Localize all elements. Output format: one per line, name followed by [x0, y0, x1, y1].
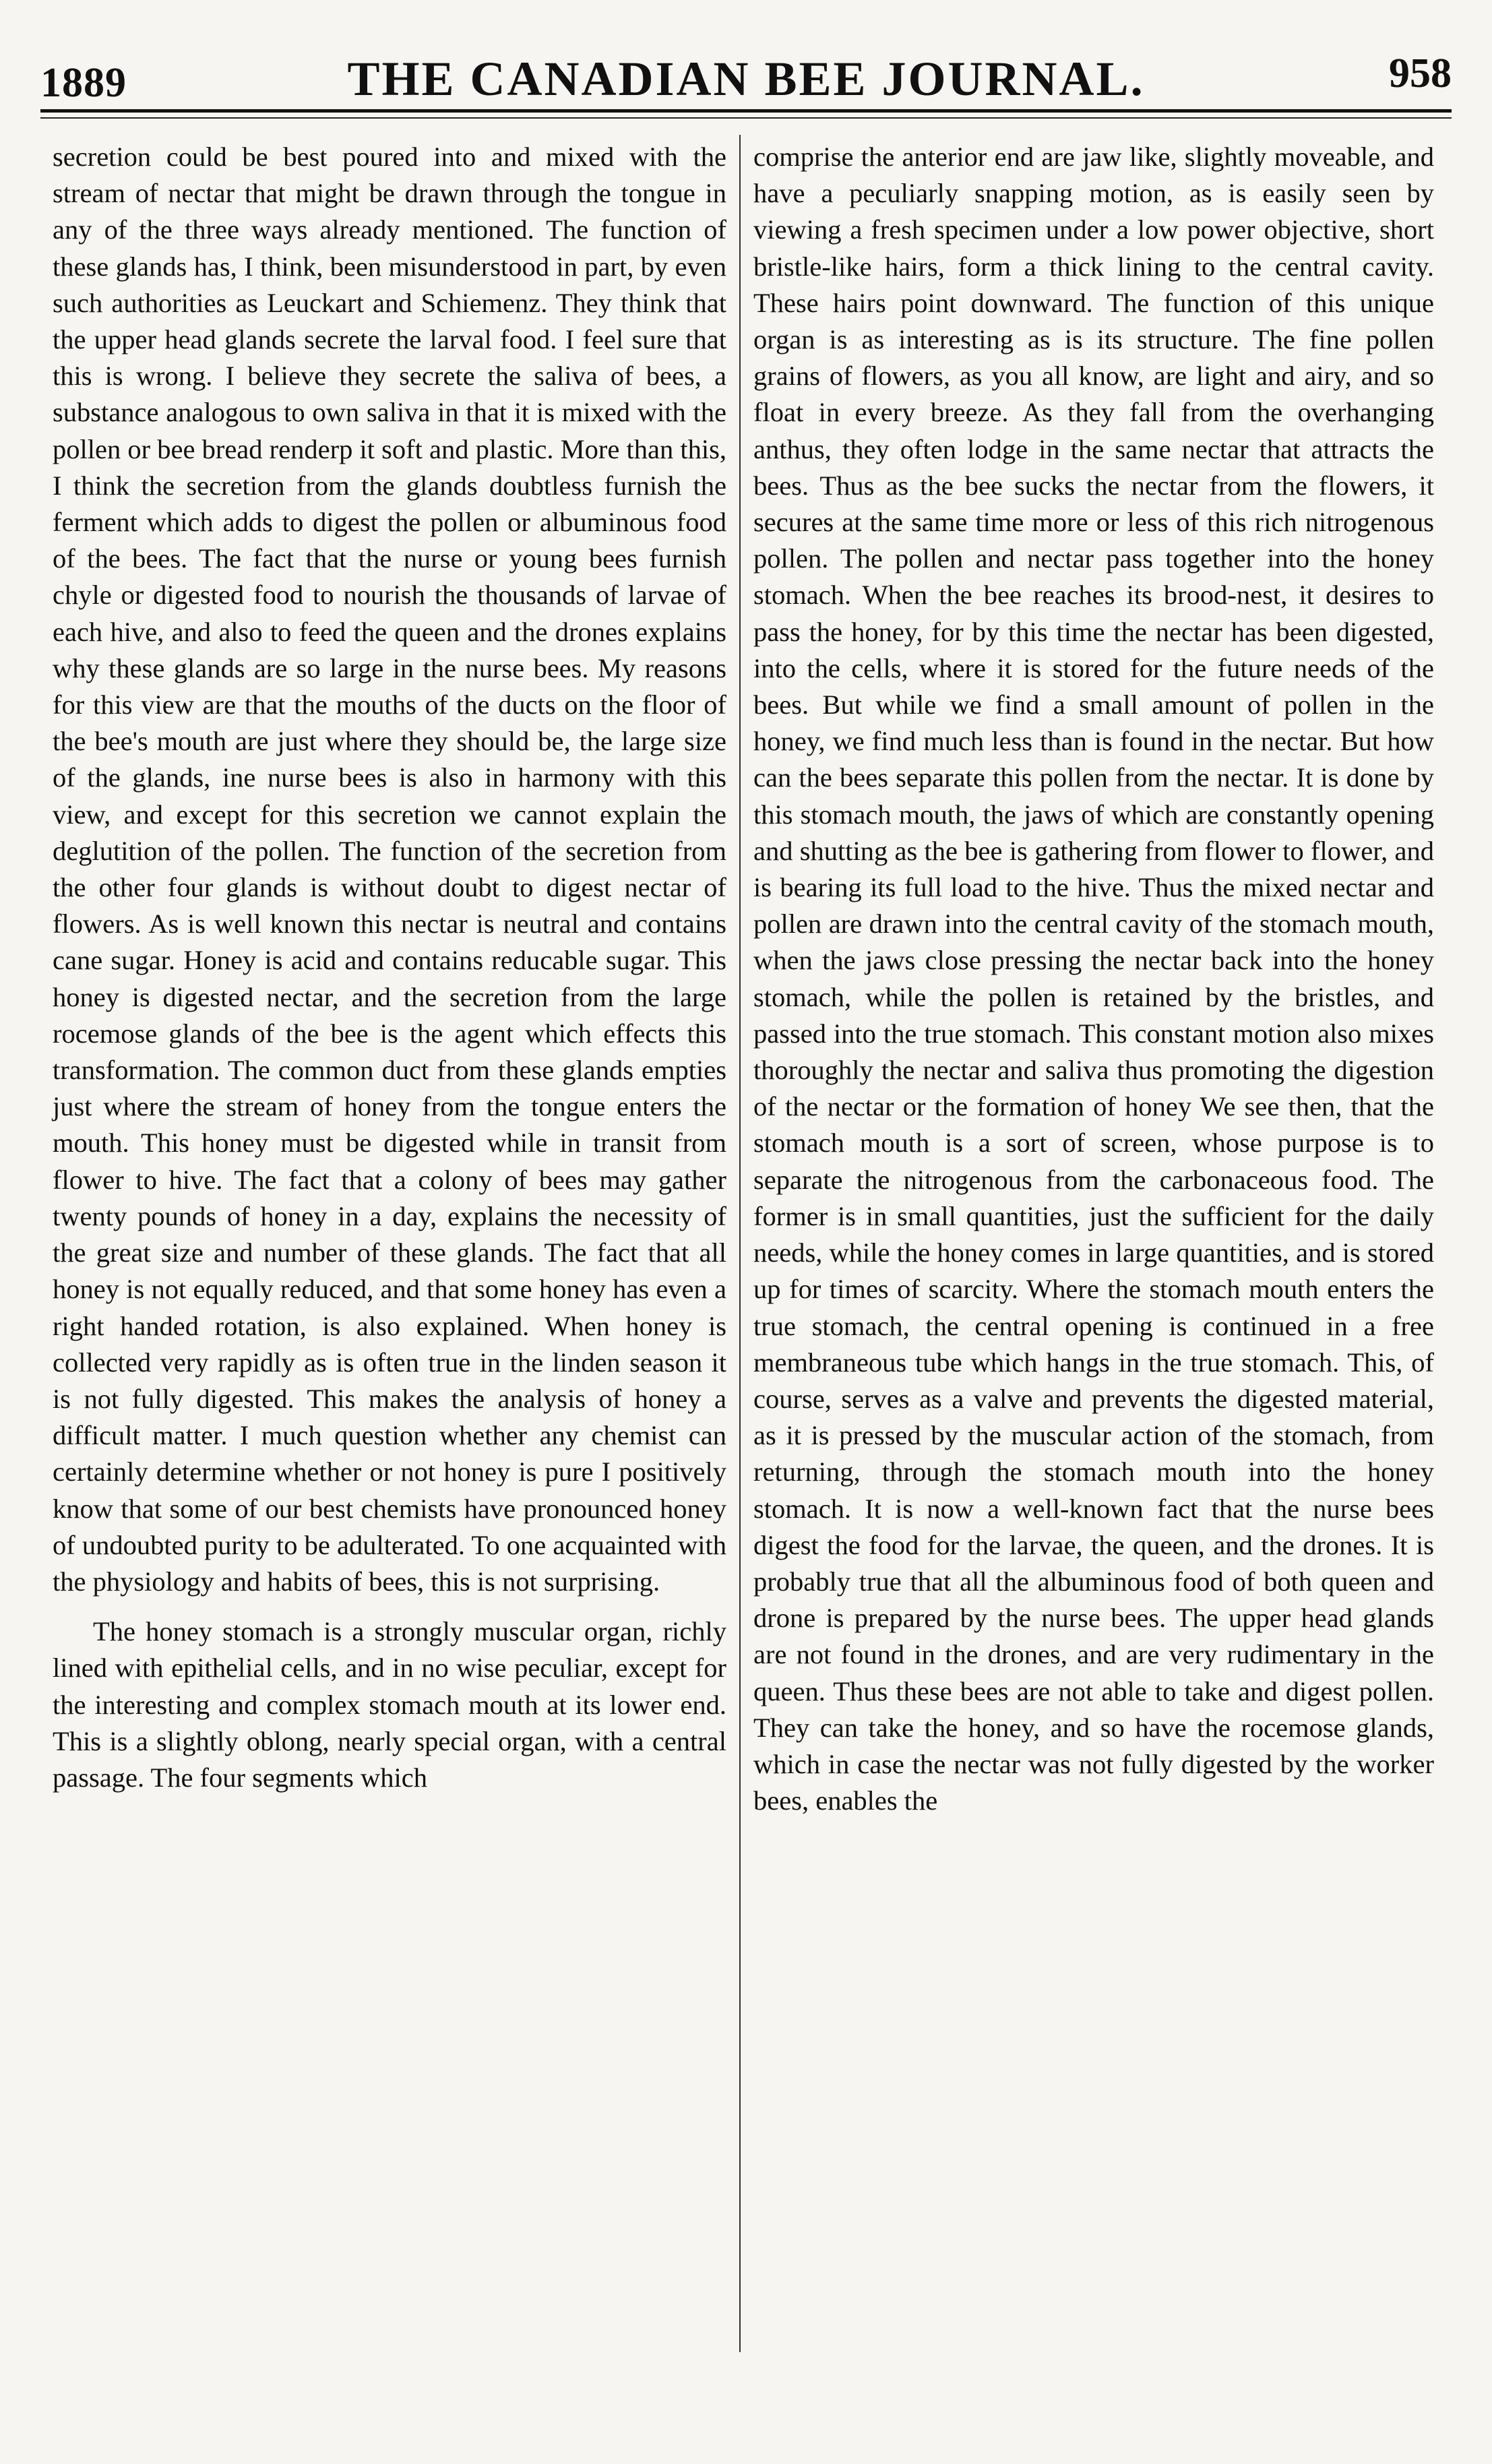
right-column — [753, 139, 1434, 1819]
header-rule-thin — [40, 117, 1452, 119]
header-rule-thick — [40, 109, 1452, 113]
year: 1889 — [40, 60, 127, 106]
left-column — [53, 139, 726, 1796]
column-divider — [739, 135, 741, 2352]
right-paragraph-1: comprise the anterior end are jaw like, slightly moveable, and have a peculiarly snapping motion, as is easily seen by viewing a fresh specimen under a low power objective, short bristle-like hairs, form a thick lining to the central cavity. These hairs point downward. The function of this unique organ is as interesting as is its structure. The fine pollen grains of flowers, as you all know, are light and airy, and so float in every breeze. As they fall from the overhanging anthus, they often lodge in the same nectar that attracts the bees. Thus as the bee sucks the nectar from the flowers, it secures at the same time more or less of this rich nitrogenous pollen. The pollen and nectar pass together into the honey stomach. When the bee reaches its brood-nest, it desires to pass the honey, for by this time the nectar has been digested, into the cells, where it is stored for the future needs of the bees. But while we find a small amount of pollen in the honey, we find much less than is found in the nectar. But how can the bees separate this pollen from the nectar. It is done by this stomach mouth, the jaws of which are constantly opening and shutting as the bee is gathering from flower to flower, and is bearing its full load to the hive. Thus the mixed nectar and pollen are drawn into the central cavity of the stomach mouth, when the jaws close pressing the nectar back into the honey stomach, while the pollen is retained by the bristles, and passed into the true stomach. This constant motion also mixes thoroughly the nectar and saliva thus promoting the digestion of the nectar or the formation of honey We see then, that the stomach mouth is a sort of screen, whose purpose is to separate the nitrogenous from the carbonaceous food. The former is in small quantities, just the sufficient for the daily needs, while the honey comes in large quantities, and is stored up for times of scarcity. Where the stomach mouth enters the true stomach, the central opening is continued in a free membraneous tube which hangs in the true stomach. This, of course, serves as a valve and prevents the digested material, as it is pressed by the muscular action of the stomach, from returning, through the stomach mouth into the honey stomach. It is now a well-known fact that the nurse bees digest the food for the larvae, the queen, and the drones. It is probably true that all the albuminous food of both queen and drone is prepared by the nurse bees. The upper head glands are not found in the drones, and are very rudimentary in the queen. Thus these bees are not able to take and digest pollen. They can take the honey, and so have the rocemose glands, which in case the nectar was not fully digested by the worker bees, enables the — [753, 142, 1434, 1816]
left-paragraph-1: secretion could be best poured into and mixed with the stream of nectar that might be drawn through the tongue in any of the three ways already mentioned. The function of these glands has, I think, been misunderstood in part, by even such authorities as Leuckart and Schiemenz. They think that the upper head glands secrete the larval food. I feel sure that this is wrong. I believe they secrete the saliva of bees, a substance analogous to own saliva in that it is mixed with the pollen or bee bread renderp it soft and plastic. More than this, I think the secretion from the glands doubtless furnish the ferment which adds to digest the pollen or albuminous food of the bees. The fact that the nurse or young bees furnish chyle or digested food to nourish the thousands of larvae of each hive, and also to feed the queen and the drones explains why these glands are so large in the nurse bees. My reasons for this view are that the mouths of the ducts on the floor of the bee's mouth are just where they should be, the large size of the glands, ine nurse bees is also in harmony with this view, and except for this secretion we cannot explain the deglutition of the pollen. The function of the secretion from the other four glands is without doubt to digest nectar of flowers. As is well known this nectar is neutral and contains cane sugar. Honey is acid and contains reducable sugar. This honey is digested nectar, and the secretion from the large rocemose glands of the bee is the agent which effects this transformation. The common duct from these glands empties just where the stream of honey from the tongue enters the mouth. This honey must be digested while in transit from flower to hive. The fact that a colony of bees may gather twenty pounds of honey in a day, explains the necessity of the great size and number of these glands. The fact that all honey is not equally reduced, and that some honey has even a right handed rotation, is also explained. When honey is collected very rapidly as is often true in the linden season it is not fully digested. This makes the analysis of honey a difficult matter. I much question whether any chemist can certainly determine whether or not honey is pure I positively know that some of our best chemists have pronounced honey of undoubted purity to be adulterated. To one acquainted with the physiology and habits of bees, this is not surprising. — [53, 142, 726, 1597]
left-paragraph-2: The honey stomach is a strongly muscular organ, richly lined with epithelial cells, and in no wise peculiar, except for the interesting and complex stomach mouth at its lower end. This is a slightly oblong, nearly special organ, with a central passage. The four segments which — [53, 1616, 726, 1793]
page-number: 958 — [1389, 51, 1452, 96]
page-header — [40, 32, 1452, 106]
journal-title: THE CANADIAN BEE JOURNAL. — [347, 52, 1145, 106]
